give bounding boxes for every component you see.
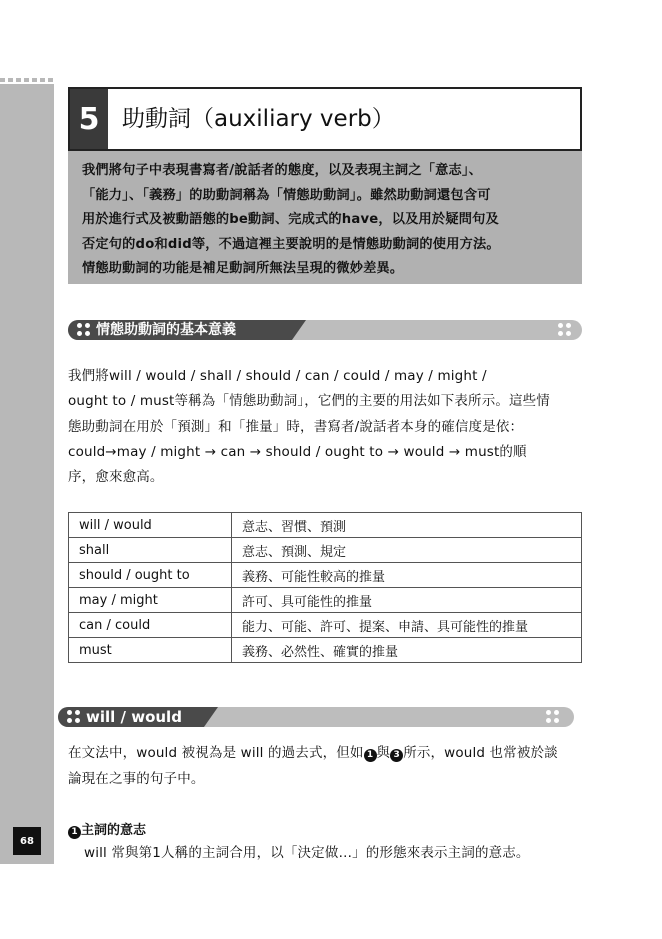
table-row <box>69 638 582 663</box>
subheading-description: will 常與第1人稱的主詞合用，以「決定做…」的形態來表示主詞的意志。 <box>84 845 530 861</box>
circled-number-1-icon: 1 <box>364 749 377 762</box>
section-bar-basic-meaning <box>68 320 582 340</box>
chapter-number: 5 <box>70 89 108 149</box>
table-cell-verb: will / would <box>69 513 232 538</box>
section1-paragraph <box>68 364 582 490</box>
table-cell-usage: 義務、可能性較高的推量 <box>232 563 582 588</box>
table-row <box>69 538 582 563</box>
dots-icon <box>558 323 572 337</box>
table-cell-verb: shall <box>69 538 232 563</box>
table-cell-usage: 能力、可能、許可、提案、申請、具可能性的推量 <box>232 613 582 638</box>
intro-line: 否定句的do和did等，不過這裡主要說明的是情態助動詞的使用方法。 <box>82 236 500 252</box>
subheading-text: 主詞的意志 <box>81 823 147 838</box>
intro-box <box>68 151 582 284</box>
intro-line: 「能力」、「義務」的助動詞稱為「情態助動詞」。雖然助動詞還包含可 <box>82 187 491 203</box>
modal-usage-table <box>68 512 582 663</box>
paragraph-text: 所示，would 也常被於談 <box>403 745 558 761</box>
table-row <box>69 588 582 613</box>
chapter-title: 助動詞（auxiliary verb） <box>122 106 395 132</box>
table-cell-usage: 義務、必然性、確實的推量 <box>232 638 582 663</box>
section-title: will / would <box>86 708 182 726</box>
table-cell-verb: must <box>69 638 232 663</box>
page-number: 68 <box>13 827 41 855</box>
subheading-subject-will <box>68 819 146 839</box>
section2-paragraph <box>68 740 582 792</box>
table-cell-usage: 意志、預測、規定 <box>232 538 582 563</box>
table-cell-usage: 許可、具可能性的推量 <box>232 588 582 613</box>
side-strip <box>0 84 54 864</box>
intro-line: 情態助動詞的功能是補足動詞所無法呈現的微妙差異。 <box>82 261 404 276</box>
table-cell-verb: may / might <box>69 588 232 613</box>
side-strip-dots <box>0 78 54 82</box>
table-row <box>69 613 582 638</box>
table-row <box>69 563 582 588</box>
paragraph-line: 態助動詞在用於「預測」和「推量」時，書寫者/說話者本身的確信度是依： <box>68 418 524 435</box>
table-cell-usage: 意志、習慣、預測 <box>232 513 582 538</box>
paragraph-line: ought to / must等稱為「情態助動詞」，它們的主要的用法如下表所示。這些情 <box>68 393 550 410</box>
table-row <box>69 513 582 538</box>
paragraph-line: 論現在之事的句子中。 <box>68 771 205 787</box>
paragraph-text: 與 <box>376 745 391 761</box>
paragraph-line: could→may / might → can → should / ought to → would → must的順 <box>68 443 527 460</box>
chapter-header <box>68 87 582 151</box>
section-bar-will-would <box>58 707 574 727</box>
paragraph-line: 序，愈來愈高。 <box>68 469 164 486</box>
dots-icon <box>77 323 91 337</box>
circled-number-1-icon: 1 <box>68 826 81 839</box>
table-cell-verb: should / ought to <box>69 563 232 588</box>
dots-icon <box>546 710 560 724</box>
intro-line: 用於進行式及被動語態的be動詞、完成式的have，以及用於疑問句及 <box>82 212 499 227</box>
section-title: 情態助動詞的基本意義 <box>96 322 236 338</box>
intro-line: 我們將句子中表現書寫者/說話者的態度，以及表現主詞之「意志」、 <box>82 163 483 178</box>
table-cell-verb: can / could <box>69 613 232 638</box>
paragraph-line <box>68 740 582 766</box>
paragraph-text: 在文法中，would 被視為是 will 的過去式，但如 <box>68 745 364 761</box>
circled-number-3-icon: 3 <box>390 749 403 762</box>
dots-icon <box>67 710 81 724</box>
paragraph-line: 我們將will / would / shall / should / can / could / may / might / <box>68 368 487 384</box>
